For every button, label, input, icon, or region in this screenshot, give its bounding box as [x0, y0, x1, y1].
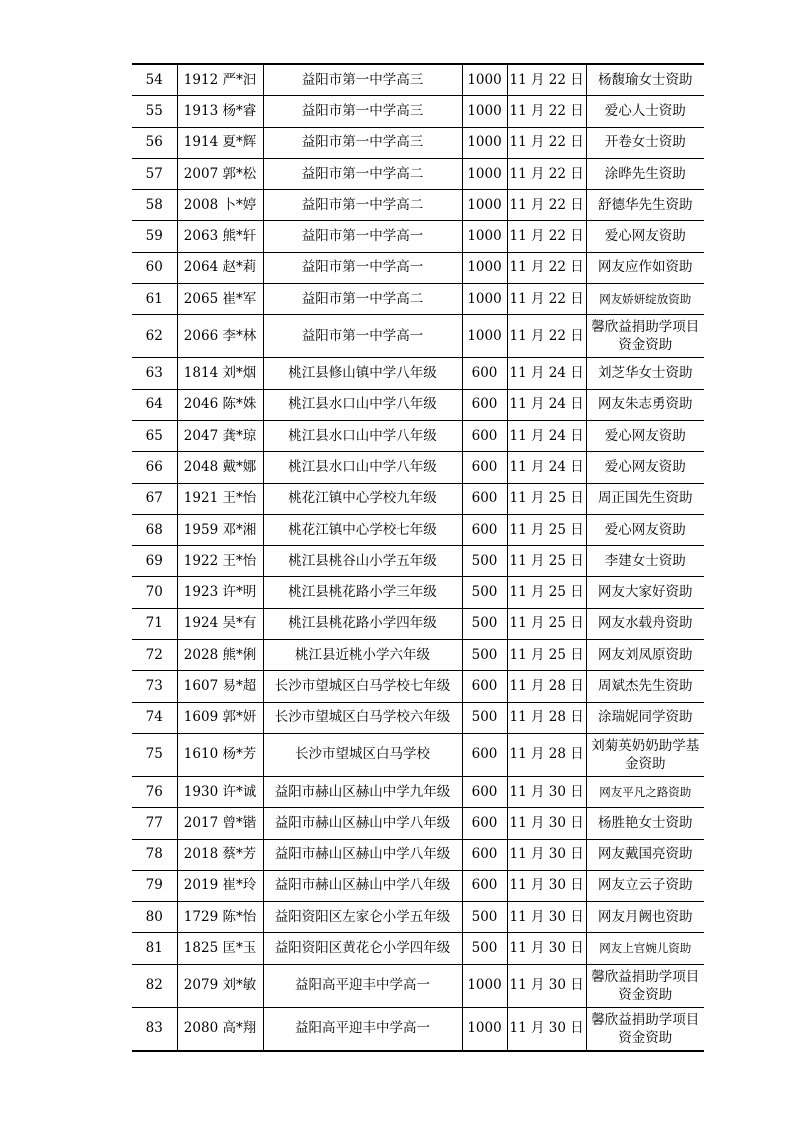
- table-row: [132, 776, 704, 807]
- table-row: [132, 1007, 704, 1051]
- school-grade-cell: 益阳资阳区左家仑小学五年级: [263, 902, 462, 933]
- row-number-cell: 81: [132, 933, 177, 964]
- sponsor-cell: 馨欣益捐助学项目资金资助: [586, 964, 704, 1007]
- amount-cell: 1000: [462, 964, 507, 1007]
- sponsor-cell: 网友平凡之路资助: [586, 776, 704, 807]
- amount-cell: 500: [462, 546, 507, 577]
- row-number-cell: 57: [132, 158, 177, 189]
- table-row: [132, 546, 704, 577]
- row-number-cell: 56: [132, 127, 177, 158]
- amount-cell: 600: [462, 420, 507, 451]
- school-grade-cell: 益阳市第一中学高二: [263, 158, 462, 189]
- student-id-name-cell: 2064 赵*莉: [177, 252, 263, 283]
- sponsor-cell: 网友立云子资助: [586, 870, 704, 901]
- table-row: [132, 514, 704, 545]
- table-row: [132, 808, 704, 839]
- date-cell: 11 月 22 日: [507, 190, 586, 221]
- row-number-cell: 74: [132, 702, 177, 733]
- sponsor-cell: 周正国先生资助: [586, 483, 704, 514]
- sponsor-cell: 周斌杰先生资助: [586, 671, 704, 702]
- student-id-name-cell: 2079 刘*敏: [177, 964, 263, 1007]
- table-row: [132, 284, 704, 315]
- student-id-name-cell: 1609 郭*妍: [177, 702, 263, 733]
- school-grade-cell: 桃江县修山镇中学八年级: [263, 358, 462, 389]
- sponsor-cell: 网友应作如资助: [586, 252, 704, 283]
- amount-cell: 600: [462, 389, 507, 420]
- table-row: [132, 640, 704, 671]
- amount-cell: 600: [462, 733, 507, 776]
- student-id-name-cell: 2007 郭*松: [177, 158, 263, 189]
- row-number-cell: 73: [132, 671, 177, 702]
- date-cell: 11 月 30 日: [507, 839, 586, 870]
- school-grade-cell: 益阳市第一中学高三: [263, 64, 462, 96]
- sponsor-cell: 涂瑞妮同学资助: [586, 702, 704, 733]
- school-grade-cell: 桃江县水口山中学八年级: [263, 389, 462, 420]
- school-grade-cell: 桃江县水口山中学八年级: [263, 452, 462, 483]
- amount-cell: 600: [462, 483, 507, 514]
- amount-cell: 500: [462, 902, 507, 933]
- date-cell: 11 月 25 日: [507, 546, 586, 577]
- table-row: [132, 64, 704, 96]
- row-number-cell: 68: [132, 514, 177, 545]
- student-id-name-cell: 1924 吴*有: [177, 608, 263, 639]
- row-number-cell: 59: [132, 221, 177, 252]
- school-grade-cell: 长沙市望城区白马学校: [263, 733, 462, 776]
- row-number-cell: 70: [132, 577, 177, 608]
- table-row: [132, 483, 704, 514]
- date-cell: 11 月 22 日: [507, 315, 586, 358]
- amount-cell: 500: [462, 608, 507, 639]
- school-grade-cell: 益阳市第一中学高二: [263, 284, 462, 315]
- table-row: [132, 96, 704, 127]
- student-id-name-cell: 1729 陈*怡: [177, 902, 263, 933]
- row-number-cell: 83: [132, 1007, 177, 1051]
- date-cell: 11 月 22 日: [507, 252, 586, 283]
- row-number-cell: 62: [132, 315, 177, 358]
- school-grade-cell: 益阳市第一中学高二: [263, 190, 462, 221]
- row-number-cell: 82: [132, 964, 177, 1007]
- sponsor-cell: 网友大家好资助: [586, 577, 704, 608]
- amount-cell: 1000: [462, 64, 507, 96]
- date-cell: 11 月 22 日: [507, 284, 586, 315]
- school-grade-cell: 益阳市赫山区赫山中学八年级: [263, 839, 462, 870]
- date-cell: 11 月 30 日: [507, 870, 586, 901]
- school-grade-cell: 益阳高平迎丰中学高一: [263, 964, 462, 1007]
- table-row: [132, 870, 704, 901]
- amount-cell: 1000: [462, 190, 507, 221]
- sponsor-cell: 刘芝华女士资助: [586, 358, 704, 389]
- table-row: [132, 839, 704, 870]
- table-row: [132, 389, 704, 420]
- student-id-name-cell: 1912 严*汩: [177, 64, 263, 96]
- school-grade-cell: 益阳市第一中学高三: [263, 96, 462, 127]
- date-cell: 11 月 30 日: [507, 776, 586, 807]
- school-grade-cell: 益阳市赫山区赫山中学九年级: [263, 776, 462, 807]
- student-id-name-cell: 2080 高*翔: [177, 1007, 263, 1051]
- row-number-cell: 72: [132, 640, 177, 671]
- sponsor-cell: 馨欣益捐助学项目资金资助: [586, 315, 704, 358]
- amount-cell: 1000: [462, 315, 507, 358]
- date-cell: 11 月 24 日: [507, 389, 586, 420]
- amount-cell: 600: [462, 839, 507, 870]
- school-grade-cell: 益阳高平迎丰中学高一: [263, 1007, 462, 1051]
- sponsor-cell: 网友娇妍绽放资助: [586, 284, 704, 315]
- table-row: [132, 671, 704, 702]
- row-number-cell: 79: [132, 870, 177, 901]
- sponsor-cell: 网友上官婉儿资助: [586, 933, 704, 964]
- sponsor-cell: 爱心网友资助: [586, 514, 704, 545]
- date-cell: 11 月 28 日: [507, 702, 586, 733]
- student-id-name-cell: 1930 许*诚: [177, 776, 263, 807]
- table-row: [132, 315, 704, 358]
- table-row: [132, 358, 704, 389]
- date-cell: 11 月 22 日: [507, 158, 586, 189]
- amount-cell: 1000: [462, 158, 507, 189]
- date-cell: 11 月 25 日: [507, 577, 586, 608]
- date-cell: 11 月 24 日: [507, 452, 586, 483]
- row-number-cell: 69: [132, 546, 177, 577]
- row-number-cell: 75: [132, 733, 177, 776]
- school-grade-cell: 益阳资阳区黄花仑小学四年级: [263, 933, 462, 964]
- date-cell: 11 月 22 日: [507, 221, 586, 252]
- school-grade-cell: 长沙市望城区白马学校六年级: [263, 702, 462, 733]
- student-id-name-cell: 2019 崔*玲: [177, 870, 263, 901]
- table-row: [132, 902, 704, 933]
- date-cell: 11 月 28 日: [507, 671, 586, 702]
- date-cell: 11 月 30 日: [507, 964, 586, 1007]
- school-grade-cell: 桃江县近桃小学六年级: [263, 640, 462, 671]
- date-cell: 11 月 25 日: [507, 483, 586, 514]
- table-row: [132, 190, 704, 221]
- school-grade-cell: 桃江县桃谷山小学五年级: [263, 546, 462, 577]
- amount-cell: 600: [462, 671, 507, 702]
- sponsor-cell: 爱心网友资助: [586, 452, 704, 483]
- amount-cell: 500: [462, 933, 507, 964]
- date-cell: 11 月 30 日: [507, 1007, 586, 1051]
- sponsor-cell: 网友水载舟资助: [586, 608, 704, 639]
- student-id-name-cell: 1922 王*怡: [177, 546, 263, 577]
- amount-cell: 1000: [462, 127, 507, 158]
- row-number-cell: 76: [132, 776, 177, 807]
- table-row: [132, 733, 704, 776]
- table-row: [132, 577, 704, 608]
- sponsor-cell: 网友刘凤原资助: [586, 640, 704, 671]
- date-cell: 11 月 25 日: [507, 514, 586, 545]
- student-id-name-cell: 1959 邓*湘: [177, 514, 263, 545]
- date-cell: 11 月 22 日: [507, 127, 586, 158]
- school-grade-cell: 桃江县桃花路小学四年级: [263, 608, 462, 639]
- row-number-cell: 80: [132, 902, 177, 933]
- funding-table-page: [132, 63, 704, 1052]
- amount-cell: 1000: [462, 96, 507, 127]
- sponsor-cell: 李建女士资助: [586, 546, 704, 577]
- school-grade-cell: 益阳市赫山区赫山中学八年级: [263, 808, 462, 839]
- row-number-cell: 71: [132, 608, 177, 639]
- sponsor-cell: 舒德华先生资助: [586, 190, 704, 221]
- table-row: [132, 252, 704, 283]
- student-id-name-cell: 1914 夏*辉: [177, 127, 263, 158]
- funding-table: [132, 63, 704, 1052]
- student-id-name-cell: 1610 杨*芳: [177, 733, 263, 776]
- school-grade-cell: 益阳市第一中学高三: [263, 127, 462, 158]
- school-grade-cell: 益阳市第一中学高一: [263, 221, 462, 252]
- table-row: [132, 221, 704, 252]
- sponsor-cell: 馨欣益捐助学项目资金资助: [586, 1007, 704, 1051]
- row-number-cell: 55: [132, 96, 177, 127]
- amount-cell: 1000: [462, 252, 507, 283]
- sponsor-cell: 涂晔先生资助: [586, 158, 704, 189]
- student-id-name-cell: 2017 曾*锴: [177, 808, 263, 839]
- student-id-name-cell: 1913 杨*睿: [177, 96, 263, 127]
- date-cell: 11 月 24 日: [507, 358, 586, 389]
- sponsor-cell: 网友朱志勇资助: [586, 389, 704, 420]
- school-grade-cell: 益阳市赫山区赫山中学八年级: [263, 870, 462, 901]
- sponsor-cell: 杨胜艳女士资助: [586, 808, 704, 839]
- table-row: [132, 420, 704, 451]
- school-grade-cell: 桃花江镇中心学校九年级: [263, 483, 462, 514]
- row-number-cell: 66: [132, 452, 177, 483]
- amount-cell: 500: [462, 640, 507, 671]
- sponsor-cell: 刘菊英奶奶助学基金资助: [586, 733, 704, 776]
- amount-cell: 600: [462, 514, 507, 545]
- amount-cell: 600: [462, 776, 507, 807]
- amount-cell: 1000: [462, 284, 507, 315]
- amount-cell: 600: [462, 870, 507, 901]
- row-number-cell: 77: [132, 808, 177, 839]
- student-id-name-cell: 2048 戴*娜: [177, 452, 263, 483]
- date-cell: 11 月 30 日: [507, 902, 586, 933]
- table-row: [132, 933, 704, 964]
- student-id-name-cell: 2028 熊*俐: [177, 640, 263, 671]
- school-grade-cell: 长沙市望城区白马学校七年级: [263, 671, 462, 702]
- table-row: [132, 608, 704, 639]
- table-row: [132, 702, 704, 733]
- sponsor-cell: 杨馥瑜女士资助: [586, 64, 704, 96]
- table-row: [132, 452, 704, 483]
- student-id-name-cell: 1921 王*怡: [177, 483, 263, 514]
- student-id-name-cell: 1825 匡*玉: [177, 933, 263, 964]
- date-cell: 11 月 30 日: [507, 933, 586, 964]
- school-grade-cell: 桃江县桃花路小学三年级: [263, 577, 462, 608]
- table-row: [132, 158, 704, 189]
- amount-cell: 500: [462, 577, 507, 608]
- amount-cell: 1000: [462, 221, 507, 252]
- sponsor-cell: 爱心人士资助: [586, 96, 704, 127]
- school-grade-cell: 桃江县水口山中学八年级: [263, 420, 462, 451]
- amount-cell: 600: [462, 808, 507, 839]
- date-cell: 11 月 25 日: [507, 640, 586, 671]
- date-cell: 11 月 28 日: [507, 733, 586, 776]
- amount-cell: 600: [462, 358, 507, 389]
- sponsor-cell: 网友月阙也资助: [586, 902, 704, 933]
- amount-cell: 500: [462, 702, 507, 733]
- date-cell: 11 月 30 日: [507, 808, 586, 839]
- school-grade-cell: 益阳市第一中学高一: [263, 315, 462, 358]
- student-id-name-cell: 2065 崔*军: [177, 284, 263, 315]
- row-number-cell: 58: [132, 190, 177, 221]
- table-row: [132, 127, 704, 158]
- row-number-cell: 67: [132, 483, 177, 514]
- funding-table-body: [132, 64, 704, 1051]
- sponsor-cell: 网友戴国亮资助: [586, 839, 704, 870]
- student-id-name-cell: 2047 龚*琼: [177, 420, 263, 451]
- sponsor-cell: 开卷女士资助: [586, 127, 704, 158]
- school-grade-cell: 益阳市第一中学高一: [263, 252, 462, 283]
- row-number-cell: 64: [132, 389, 177, 420]
- row-number-cell: 60: [132, 252, 177, 283]
- school-grade-cell: 桃花江镇中心学校七年级: [263, 514, 462, 545]
- amount-cell: 1000: [462, 1007, 507, 1051]
- row-number-cell: 61: [132, 284, 177, 315]
- student-id-name-cell: 1607 易*超: [177, 671, 263, 702]
- sponsor-cell: 爱心网友资助: [586, 420, 704, 451]
- student-id-name-cell: 2066 李*林: [177, 315, 263, 358]
- student-id-name-cell: 2063 熊*轩: [177, 221, 263, 252]
- row-number-cell: 65: [132, 420, 177, 451]
- date-cell: 11 月 24 日: [507, 420, 586, 451]
- date-cell: 11 月 25 日: [507, 608, 586, 639]
- sponsor-cell: 爱心网友资助: [586, 221, 704, 252]
- student-id-name-cell: 2008 卜*婷: [177, 190, 263, 221]
- row-number-cell: 63: [132, 358, 177, 389]
- row-number-cell: 78: [132, 839, 177, 870]
- student-id-name-cell: 2018 蔡*芳: [177, 839, 263, 870]
- date-cell: 11 月 22 日: [507, 96, 586, 127]
- student-id-name-cell: 1923 许*明: [177, 577, 263, 608]
- amount-cell: 600: [462, 452, 507, 483]
- row-number-cell: 54: [132, 64, 177, 96]
- table-row: [132, 964, 704, 1007]
- student-id-name-cell: 2046 陈*姝: [177, 389, 263, 420]
- date-cell: 11 月 22 日: [507, 64, 586, 96]
- student-id-name-cell: 1814 刘*烟: [177, 358, 263, 389]
